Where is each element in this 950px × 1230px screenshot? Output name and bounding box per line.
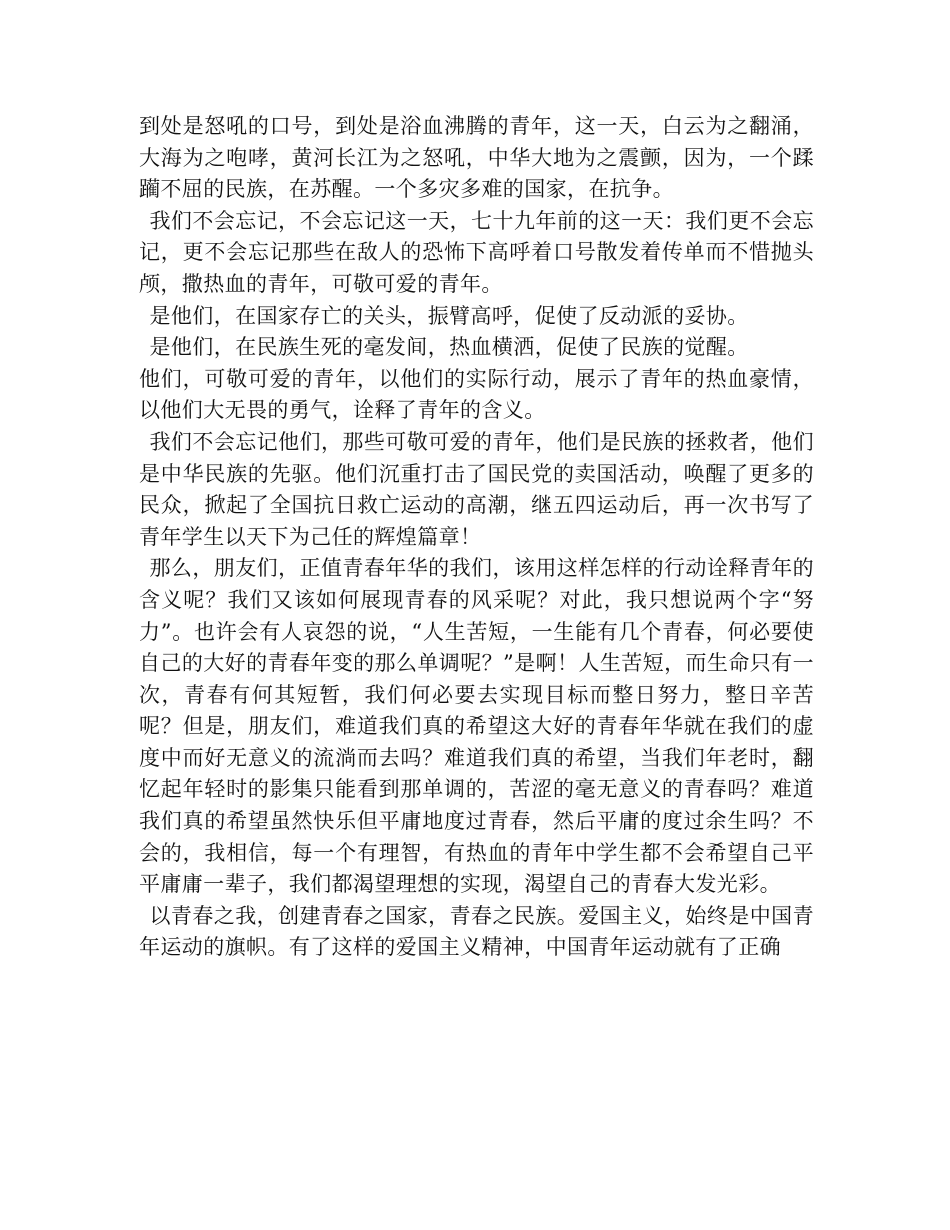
paragraph: 我们不会忘记他们，那些可敬可爱的青年，他们是民族的拯救者，他们是中华民族的先驱。他们沉重打击了国民党的卖国活动，唤醒了更多的民众，掀起了全国抗日救亡运动的高潮，继五四运动后，再一次书写了青年学生以天下为己任的辉煌篇章！ [139, 429, 814, 549]
paragraph: 那么，朋友们，正值青春年华的我们，该用这样怎样的行动诠释青年的含义呢？我们又该如何展现青春的风采呢？对此，我只想说两个字“努力”。也许会有人哀怨的说，“人生苦短，一生能有几个青春，何必要使自己的大好的青春年变的那么单调呢？”是啊！人生苦短，而生命只有一次，青春有何其短暂，我们何必要去实现目标而整日努力，整日辛苦呢？但是，朋友们，难道我们真的希望这大好的青春年华就在我们的虚度中而好无意义的流淌而去吗？难道我们真的希望，当我们年老时，翻忆起年轻时的影集只能看到那单调的，苦涩的毫无意义的青春吗？难道我们真的希望虽然快乐但平庸地度过青春，然后平庸的度过余生吗？不会的，我相信，每一个有理智，有热血的青年中学生都不会希望自己平平庸庸一辈子，我们都渴望理想的实现，渴望自己的青春大发光彩。 [139, 556, 814, 897]
paragraph: 我们不会忘记，不会忘记这一天，七十九年前的这一天：我们更不会忘记，更不会忘记那些在敌人的恐怖下高呼着口号散发着传单而不惜抛头颅，撒热血的青年，可敬可爱的青年。 [139, 208, 814, 296]
paragraph: 到处是怒吼的口号，到处是浴血沸腾的青年，这一天，白云为之翻涌，大海为之咆哮，黄河长江为之怒吼，中华大地为之震颤，因为，一个蹂躏不屈的民族，在苏醒。一个多灾多难的国家，在抗争。 [139, 114, 814, 202]
document-body [139, 111, 814, 964]
paragraph: 他们，可敬可爱的青年，以他们的实际行动，展示了青年的热血豪情，以他们大无畏的勇气，诠释了青年的含义。 [139, 366, 814, 423]
paragraph: 以青春之我，创建青春之国家，青春之民族。爱国主义，始终是中国青年运动的旗帜。有了这样的爱国主义精神，中国青年运动就有了正确 [139, 903, 814, 960]
paragraph: 是他们，在国家存亡的关头，振臂高呼，促使了反动派的妥协。 [149, 303, 749, 328]
paragraph: 是他们，在民族生死的毫发间，热血横洒，促使了民族的觉醒。 [149, 335, 749, 360]
